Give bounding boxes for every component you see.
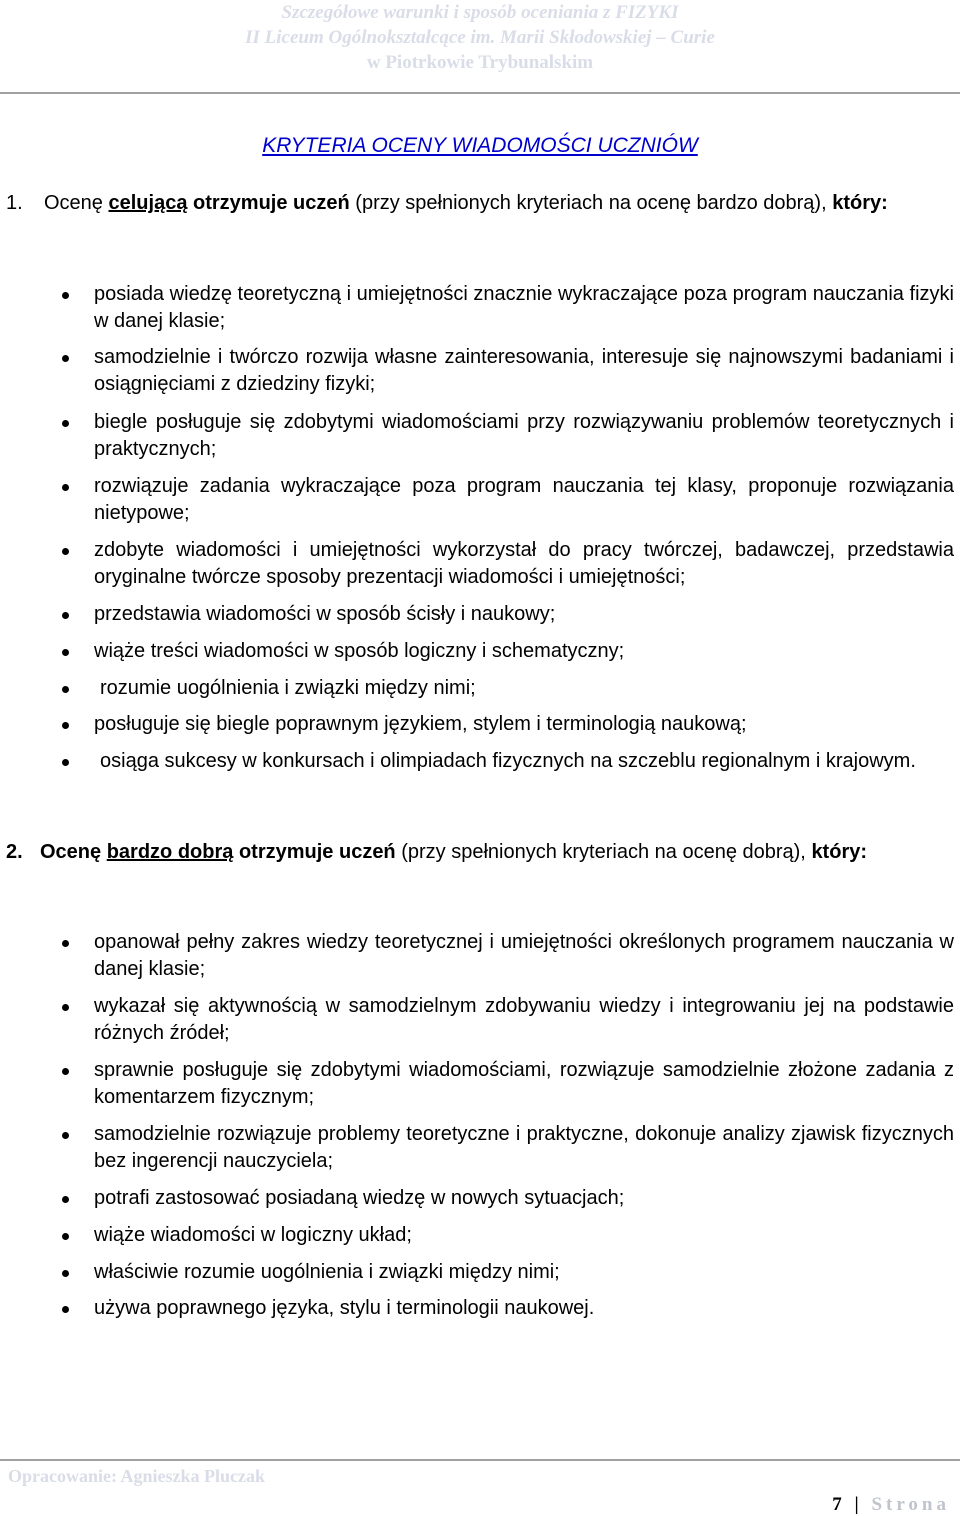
section-1-text <box>44 189 954 217</box>
list-item: wiąże wiadomości w logiczny układ; <box>94 1222 954 1249</box>
section-1-grade: celującą <box>108 192 188 214</box>
page-number-value: 7 <box>832 1494 846 1515</box>
document-header <box>0 0 960 94</box>
list-item: sprawnie posługuje się zdobytymi wiadomościami, rozwiązuje samodzielnie złożone zadania z komentarzem fizycznym; <box>94 1057 954 1111</box>
list-item: posiada wiedzę teoretyczną i umiejętności znacznie wykraczające poza program nauczania fizyki w danej klasie; <box>94 281 954 335</box>
header-school: II Liceum Ogólnokształcące im. Marii Skłodowskiej – Curie <box>245 27 715 48</box>
section-1-number: 1. <box>6 192 23 214</box>
section-1-tail: który: <box>832 192 888 214</box>
bullet-icon <box>62 420 69 427</box>
section-1-lead: Ocenę <box>44 192 103 214</box>
bullet-icon <box>62 612 69 619</box>
bullet-icon <box>62 355 69 362</box>
list-item: posługuje się biegle poprawnym językiem, stylem i terminologią naukową; <box>94 711 954 738</box>
bullet-icon <box>62 1306 69 1313</box>
section-1-verb: otrzymuje uczeń <box>193 192 350 214</box>
list-item: samodzielnie rozwiązuje problemy teoretyczne i praktyczne, dokonuje analizy zjawisk fizycznych bez ingerencji nauczyciela; <box>94 1121 954 1175</box>
list-item: przedstawia wiadomości w sposób ścisły i naukowy; <box>94 601 954 628</box>
list-item: potrafi zastosować posiadaną wiedzę w nowych sytuacjach; <box>94 1185 954 1212</box>
bullet-icon <box>62 649 69 656</box>
bullet-icon <box>62 940 69 947</box>
list-item: używa poprawnego języka, stylu i terminologii naukowej. <box>94 1295 954 1322</box>
bullet-icon <box>62 548 69 555</box>
page-title: KRYTERIA OCENY WIADOMOŚCI UCZNIÓW <box>262 134 698 157</box>
bullet-icon <box>62 686 69 693</box>
page-label: Strona <box>871 1494 950 1515</box>
list-item: rozumie uogólnienia i związki między nimi; <box>94 675 954 702</box>
page-separator: | <box>854 1494 863 1515</box>
list-item: rozwiązuje zadania wykraczające poza program nauczania tej klasy, proponuje rozwiązania nietypowe; <box>94 473 954 527</box>
bullet-icon <box>62 1233 69 1240</box>
section-1-condition: (przy spełnionych kryteriach na ocenę bardzo dobrą), <box>355 192 827 214</box>
list-item: opanował pełny zakres wiedzy teoretycznej i umiejętności określonych programem nauczania w danej klasie; <box>94 929 954 983</box>
list-item: osiąga sukcesy w konkursach i olimpiadach fizycznych na szczeblu regionalnym i krajowym. <box>100 748 954 775</box>
header-title: Szczegółowe warunki i sposób oceniania z FIZYKI <box>281 2 679 23</box>
footer-divider <box>0 1459 960 1461</box>
list-item: biegle posługuje się zdobytymi wiadomościami przy rozwiązywaniu problemów teoretycznych i praktycznych; <box>94 409 954 463</box>
footer-author: Opracowanie: Agnieszka Pluczak <box>8 1466 265 1486</box>
list-item: wykazał się aktywnością w samodzielnym zdobywaniu wiedzy i integrowaniu jej na podstawie różnych źródeł; <box>94 993 954 1047</box>
bullet-icon <box>62 1004 69 1011</box>
header-city: w Piotrkowie Trybunalskim <box>366 52 594 73</box>
bullet-icon <box>62 1132 69 1139</box>
bullet-icon <box>62 484 69 491</box>
bullet-icon <box>62 1068 69 1075</box>
section-2-verb: otrzymuje uczeń <box>238 841 396 863</box>
section-2-tail: który: <box>811 841 868 863</box>
bullet-icon <box>62 722 69 729</box>
bullet-icon <box>62 759 69 766</box>
bullet-icon <box>62 1196 69 1203</box>
section-2-condition: (przy spełnionych kryteriach na ocenę dobrą), <box>401 841 806 863</box>
list-item: samodzielnie i twórczo rozwija własne zainteresowania, interesuje się najnowszymi badaniami i osiągnięciami z dziedziny fizyki; <box>94 344 954 398</box>
list-item: właściwie rozumie uogólnienia i związki między nimi; <box>94 1259 954 1286</box>
section-2-text <box>40 838 954 866</box>
section-2-number: 2. <box>6 841 23 863</box>
bullet-icon <box>62 292 69 299</box>
list-item: wiąże treści wiadomości w sposób logiczny i schematyczny; <box>94 638 954 665</box>
section-2-lead: Ocenę <box>40 841 102 863</box>
section-2-grade: bardzo dobrą <box>106 841 234 863</box>
bullet-icon <box>62 1270 69 1277</box>
list-item: zdobyte wiadomości i umiejętności wykorzystał do pracy twórczej, badawczej, przedstawia oryginalne twórcze sposoby prezentacji wiadomości i umiejętności; <box>94 537 954 591</box>
